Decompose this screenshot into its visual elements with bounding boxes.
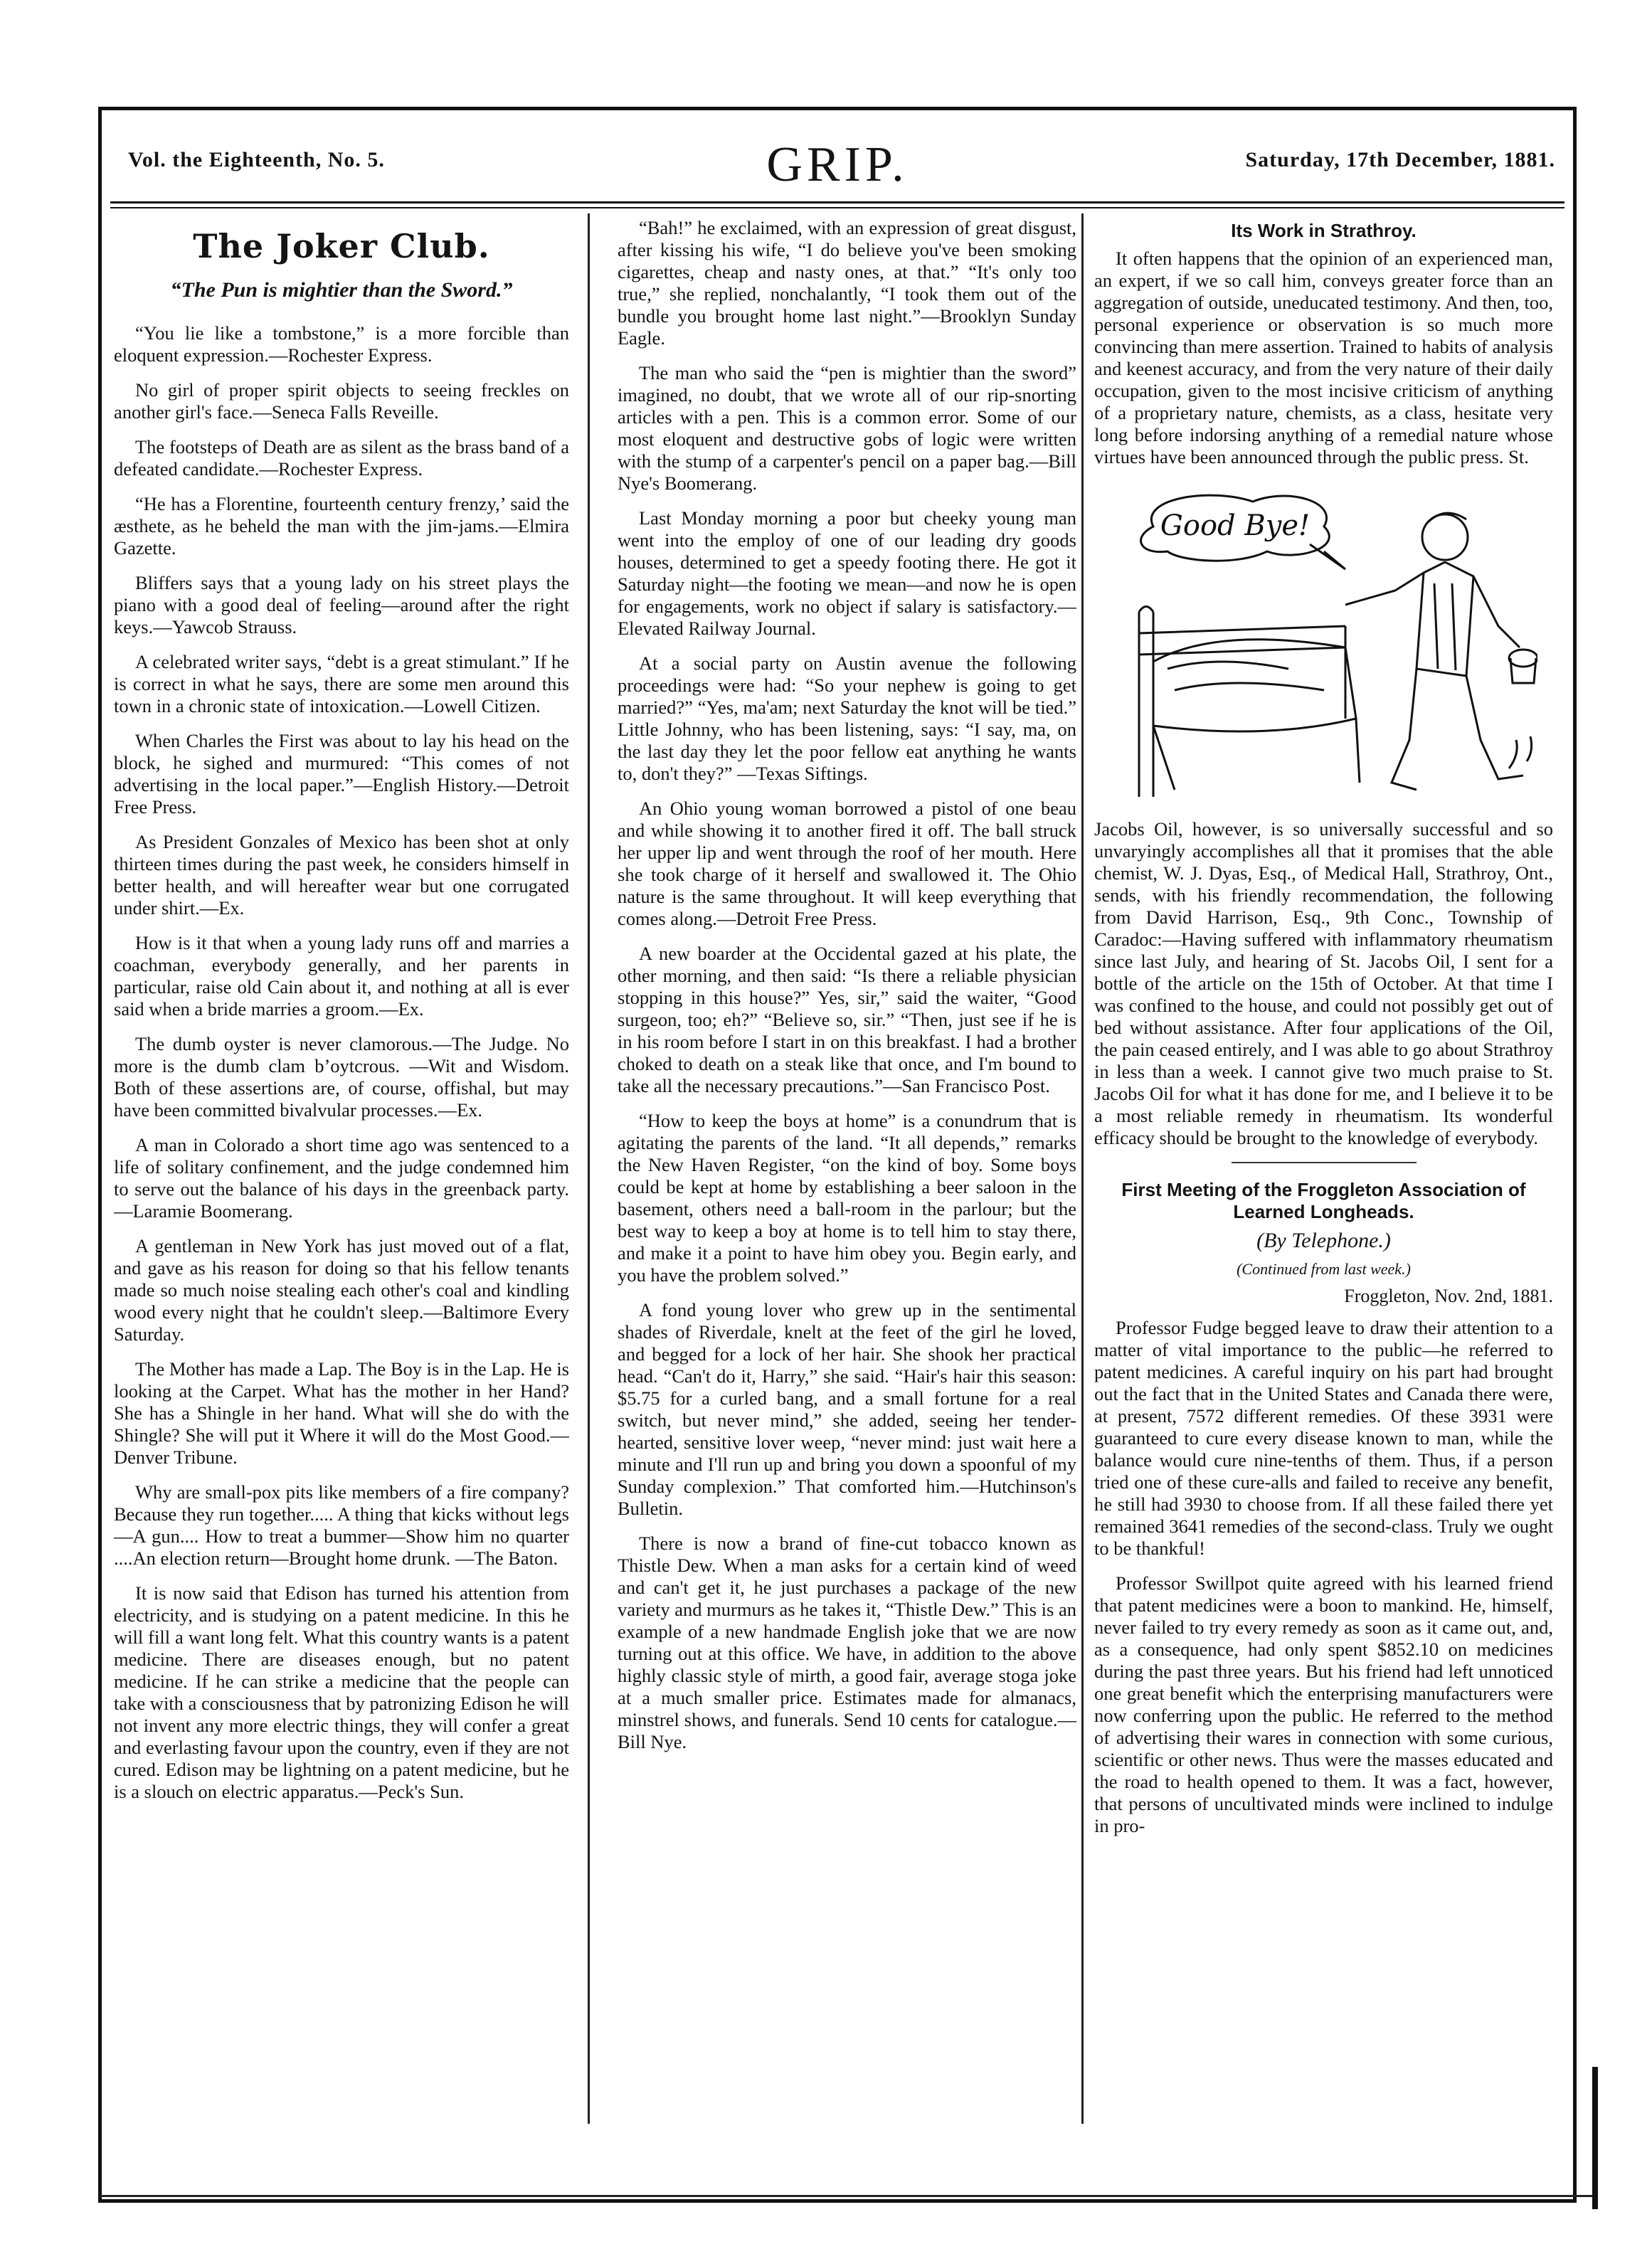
issue-date: Saturday, 17th December, 1881. (1245, 148, 1555, 171)
paragraph: Jacobs Oil, however, is so universally successful and so unvaryingly accomplishes all that it promises that the able chemist, W. J. Dyas, Esq., of Medical Hall, Strathroy, Ont., sends, with his friendly recommendation, the following from David Harrison, Esq., 9th Conc., Township of Caradoc:—Having suffered with inflammatory rheumatism since last July, and hearing of St. Jacobs Oil, I sent for a bottle of the article on the 15th of October. At that time I was confined to the house, and could not possibly get out of bed without assistance. After four applications of the Oil, the pain ceased entirely, and I was able to go about Strathroy in less than a week. I cannot give two much praise to St. Jacobs Oil for what it has done for me, and I believe it to be a most reliable remedy in rheumatism. Its wonderful efficacy should be brought to the knowledge of everybody. (1094, 818, 1553, 1148)
illustration-man-leaving-bed (1111, 484, 1537, 804)
masthead (98, 107, 1577, 210)
paragraph: How is it that when a young lady runs off and marries a coachman, everybody generally, and her parents in particular, raise old Cain about it, and nothing at all is ever said when a bride marries a groom.—Ex. (114, 932, 569, 1020)
column-middle (618, 217, 1076, 2185)
masthead-title: GRIP. (766, 137, 909, 192)
paragraph: Professor Swillpot quite agreed with his learned friend that patent medicines were a boon to mankind. He, himself, never failed to try every remedy as soon as it came out, and, as a consequence, had only spent $852.10 on medicines during the past three years. But his friend had left unnoticed one great benefit which the enterprising manufacturers were now conferring upon the public. He referred to the method of advertising their wares in connection with some curious, scientific or other news. Thus were the masses educated and the road to health opened to them. It was a fact, however, that persons of uncultivated minds were inclined to indulge in pro- (1094, 1572, 1553, 1836)
paragraph: Why are small-pox pits like members of a fire company? Because they run together..... A thing that kicks without legs—A gun.... How to treat a bummer—Show him no quarter ....An election return—Brought home drunk. —The Baton. (114, 1481, 569, 1569)
paragraph: Professor Fudge begged leave to draw their attention to a matter of vital importance to the public—he referred to patent medicines. A careful inquiry on his part had brought out the fact that in the United States and Canada there were, at present, 7572 different remedies. Of these 3931 were guaranteed to cure every disease known to man, while the balance would cure nine-tenths of them. Thus, if a person tried one of these cure-alls and failed to receive any benefit, he still had 3930 to choose from. If all these failed there yet remained 3641 remedies of the second-class. Truly we ought to be thankful! (1094, 1317, 1553, 1559)
paragraph: The man who said the “pen is mightier than the sword” imagined, no doubt, that we wrote all of our rip-snorting articles with a pen. This is a common error. Some of our most eloquent and destructive gobs of logic were written with the stump of a carpenter's pencil on a paper bag.—Bill Nye's Boomerang. (618, 362, 1076, 494)
paragraph: The footsteps of Death are as silent as the brass band of a defeated candidate.—Rochester Express. (114, 436, 569, 480)
paragraph: There is now a brand of fine-cut tobacco known as Thistle Dew. When a man asks for a certain kind of weed and can't get it, he just purchases a package of the new variety and murmurs as he takes it, “Thistle Dew.” This is an example of a new handmade English joke that we are now turning out at this office. We have, in addition to the above highly classic style of mirth, a good fair, average stoga joke at a much smaller price. Estimates made for almanacs, minstrel shows, and funerals. Send 10 cents for catalogue.—Bill Nye. (618, 1533, 1076, 1752)
paragraph: “Bah!” he exclaimed, with an expression of great disgust, after kissing his wife, “I do believe you've been smoking cigarettes, cheap and nasty ones, at that.” “It's only too true,” she replied, nonchalantly, “I took them out of the bundle you brought home last night.”—Brooklyn Sunday Eagle. (618, 217, 1076, 349)
paragraph: An Ohio young woman borrowed a pistol of one beau and while showing it to another fired it off. The ball struck her upper lip and went through the roof of her mouth. Here she took charge of it herself and swallowed it. The Ohio nature is the same throughout. It will keep everything that comes along.—Detroit Free Press. (618, 798, 1076, 929)
paragraph: A new boarder at the Occidental gazed at his plate, the other morning, and then said: “Is there a reliable physician stopping in this house?” Yes, sir,” said the waiter, “Good surgeon, too; eh?” “Believe so, sir.” “Then, just see if he is in his room before I start in on this breakfast. I had a brother choked to death on a steak like that once, and I'm bound to take all the necessary precautions.”—San Francisco Post. (618, 943, 1076, 1096)
paragraph: No girl of proper spirit objects to seeing freckles on another girl's face.—Seneca Falls Reveille. (114, 379, 569, 423)
section-heading: The Joker Club. (193, 227, 490, 265)
bottom-rule (100, 2195, 1594, 2197)
article-heading: Its Work in Strathroy. (1231, 220, 1417, 241)
paragraph: It often happens that the opinion of an experienced man, an expert, if we so call him, conveys greater force than an aggregation of outside, uneducated testimony. And then, too, personal experience or observation is so much more convincing than mere assertion. Trained to habits of analysis and keenest accuracy, and from the very nature of their daily occupation, given to the most incisive criticism of anything of a proprietary nature, chemists, as a class, hesitate very long before indorsing anything of a remedial nature whose virtues have been announced through the public press. St. (1094, 248, 1553, 467)
column-right (1094, 217, 1553, 2185)
volume-line: Vol. the Eighteenth, No. 5. (128, 148, 385, 171)
paragraph: A man in Colorado a short time ago was sentenced to a life of solitary confinement, and the judge condemned him to serve out the balance of his days in the greenback party.—Laramie Boomerang. (114, 1134, 569, 1222)
paragraph: The dumb oyster is never clamorous.—The Judge. No more is the dumb clam b’oytcrous. —Wit and Wisdom. Both of these assertions are, of course, offishal, but may have been committed bivalvular processes.—Ex. (114, 1033, 569, 1121)
paragraph: At a social party on Austin avenue the following proceedings were had: “So your nephew is going to get married?” “Yes, ma'am; next Saturday the knot will be tied.” Little Johnny, who has been listening, says: “I say, ma, on the last day they let the poor fellow eat anything he wants to, don't they?” —Texas Siftings. (618, 652, 1076, 784)
paragraph: When Charles the First was about to lay his head on the block, he sighed and murmured: “This comes of not advertising in the local paper.”—English History.—Detroit Free Press. (114, 730, 569, 817)
masthead-rule-thin (110, 207, 1564, 208)
paragraph: As President Gonzales of Mexico has been shot at only thirteen times during the past week, he considers himself in better health, and will hereafter wear but one corrugated under shirt.—Ex. (114, 831, 569, 919)
dateline: Froggleton, Nov. 2nd, 1881. (1344, 1286, 1553, 1306)
speech-bubble-text: Good Bye! (1160, 509, 1310, 542)
paragraph: A gentleman in New York has just moved out of a flat, and gave as his reason for doing so that his fellow tenants made so much noise stealing each other's coal and kindling wood every night that he couldn't sleep.—Baltimore Every Saturday. (114, 1235, 569, 1345)
paragraph: “You lie like a tombstone,” is a more forcible than eloquent expression.—Rochester Express. (114, 322, 569, 366)
section-subheading: “The Pun is mightier than the Sword.” (170, 278, 513, 302)
paragraph: The Mother has made a Lap. The Boy is in the Lap. He is looking at the Carpet. What has the mother in her Hand? She has a Shingle in her hand. What will she do with the Shingle? She will put it Where it will do the Most Good.—Denver Tribune. (114, 1358, 569, 1468)
column-divider (588, 213, 590, 2124)
divider (1232, 1162, 1417, 1163)
column-left (114, 217, 569, 2185)
page-edge-bar (1592, 2067, 1598, 2209)
paragraph: A celebrated writer says, “debt is a great stimulant.” If he is correct in what he says, there are some men around this town in a chronic state of intoxication.—Lowell Citizen. (114, 651, 569, 716)
paragraph: “How to keep the boys at home” is a conundrum that is agitating the parents of the land. “It all depends,” remarks the New Haven Register, “on the kind of boy. Some boys could be kept at home by establishing a beer saloon in the basement, others need a ball-room in the parlour; but the best way to keep a boy at home is to tell him to stay there, and make it a point to have him obey you. Begin early, and you have the problem solved.” (618, 1110, 1076, 1286)
paragraph: A fond young lover who grew up in the sentimental shades of Riverdale, knelt at the feet of the girl he loved, and begged for a lock of her hair. She shook her practical head. “Can't do it, Harry,” she said. “Hair's hair this season: $5.75 for a curled bang, and a small fortune for a real switch, but never mind,” she added, seeing her tender-hearted, sensitive lover weep, “never mind: just wait here a minute and I'll run up and bring you down a spoonful of my Sunday complexion.” That comforted him.—Hutchinson's Bulletin. (618, 1299, 1076, 1519)
byline: (By Telephone.) (1256, 1229, 1391, 1252)
paragraph: “He has a Florentine, fourteenth century frenzy,’ said the æsthete, as he beheld the man with the jim-jams.—Elmira Gazette. (114, 493, 569, 559)
masthead-rule (110, 201, 1564, 203)
paragraph: It is now said that Edison has turned his attention from electricity, and is studying on a patent medicine. In this he will fill a want long felt. What this country wants is a patent medicine. There are diseases enough, but no patent medicine. If he can strike a medicine that the people can take with a consciousness that by patronizing Edison he will not invent any more electric things, they will confer a great and everlasting favour upon the country, even if they are not cured. Edison may be lightning on a patent medicine, but he is a slouch on electric apparatus.—Peck's Sun. (114, 1582, 569, 1802)
paragraph: Bliffers says that a young lady on his street plays the piano with a good deal of feeling—around after the right keys.—Yawcob Strauss. (114, 572, 569, 637)
paragraph: Last Monday morning a poor but cheeky young man went into the employ of one of our leading dry goods houses, determined to get a speedy footing there. He got it Saturday night—the footing we mean—and now he is open for engagements, work no object if salary is satisfactory.—Elevated Railway Journal. (618, 507, 1076, 639)
column-divider (1081, 213, 1084, 2124)
article-heading: First Meeting of the Froggleton Association of Learned Longheads. (1121, 1179, 1526, 1222)
continued-note: (Continued from last week.) (1237, 1260, 1411, 1278)
